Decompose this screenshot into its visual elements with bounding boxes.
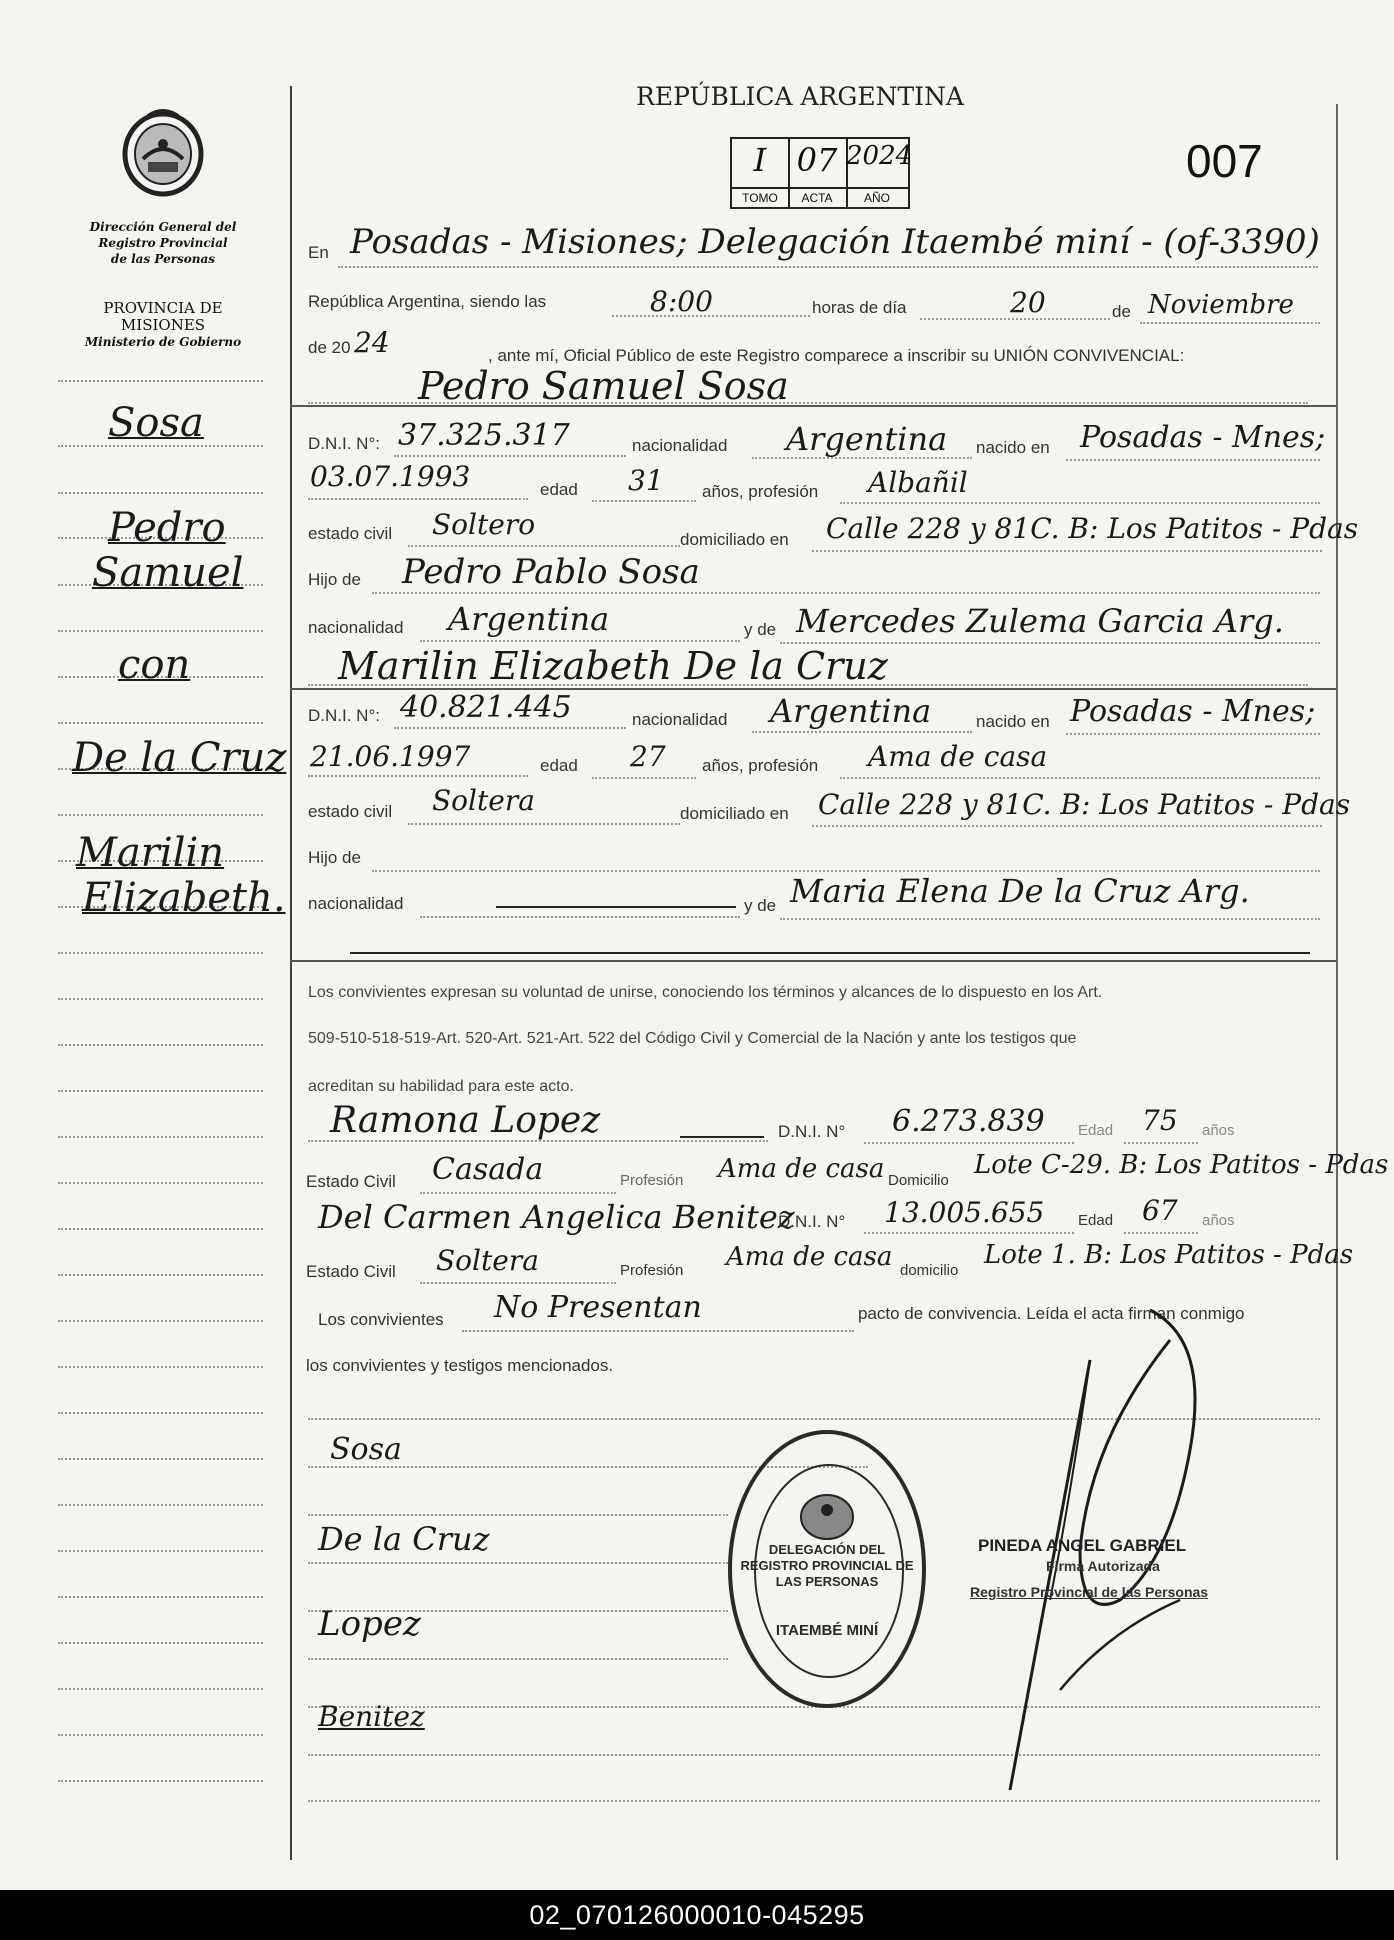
witness1-civil-label: Estado Civil	[306, 1172, 396, 1191]
party2-civil-status: Soltera	[432, 784, 535, 817]
agency-name	[58, 219, 268, 267]
party1-mother: Mercedes Zulema Garcia Arg.	[796, 602, 1284, 640]
official-office: Registro Provincial de las Personas	[970, 1584, 1209, 1600]
witness2-dni-label: D.N.I. N°	[778, 1212, 846, 1231]
party2-civil-label: estado civil	[308, 802, 393, 821]
footer-code: 02_070126000010-045295	[529, 1900, 865, 1930]
party2-address-label: domiciliado en	[680, 804, 789, 823]
witness2-years-label: años	[1202, 1212, 1235, 1229]
party2-profession-label: años, profesión	[702, 756, 819, 775]
de-label: de	[1112, 302, 1131, 321]
witness2-profession: Ama de casa	[726, 1242, 893, 1272]
witness2-name: Del Carmen Angelica Benitez	[318, 1198, 795, 1236]
province-line1: PROVINCIA DE	[103, 299, 223, 317]
witness2-dni: 13.005.655	[884, 1196, 1045, 1229]
intro-line2-prefix: República Argentina, siendo las	[308, 292, 547, 311]
closing-line2: los convivientes y testigos mencionados.	[306, 1356, 614, 1375]
intro-day: 20	[1010, 286, 1046, 319]
intro-hour: 8:00	[650, 285, 713, 318]
margin-surname-2: De la Cruz	[72, 735, 287, 781]
signature-3: Lopez	[318, 1604, 421, 1644]
country-title: REPÚBLICA ARGENTINA	[636, 82, 964, 111]
party1-full-name: Pedro Samuel Sosa	[418, 364, 789, 408]
witness2-profession-label: Profesión	[620, 1262, 684, 1279]
margin-given-2a: Marilin	[76, 830, 225, 876]
page-number: 007	[1186, 135, 1263, 187]
party2-profession: Ama de casa	[868, 740, 1048, 773]
ano-value: 2024	[846, 141, 913, 171]
party1-father-nat-label: nacionalidad	[308, 618, 404, 637]
witness2-address: Lote 1. B: Los Patitos - Pdas	[984, 1240, 1354, 1270]
party2-nationality-label: nacionalidad	[632, 710, 728, 729]
margin-connector: con	[118, 642, 191, 688]
tomo-label: TOMO	[732, 187, 788, 207]
party1-address: Calle 228 y 81C. B: Los Patitos - Pdas	[826, 512, 1359, 545]
party1-nationality-label: nacionalidad	[632, 436, 728, 455]
ano-cell	[846, 139, 913, 207]
intro-place: Posadas - Misiones; Delegación Itaembé miní - (of-3390)	[350, 222, 1320, 262]
acta-label: ACTA	[788, 187, 846, 207]
official-stamp	[728, 1430, 926, 1708]
margin-given-1b: Samuel	[92, 550, 244, 596]
signature-4: Benitez	[318, 1700, 425, 1733]
province-line2: MISIONES	[120, 316, 206, 334]
stamp-ring-text: DELEGACIÓN DEL REGISTRO PROVINCIAL DE LAS PERSONAS	[740, 1542, 914, 1589]
witness1-age: 75	[1142, 1104, 1178, 1137]
party1-dni: 37.325.317	[398, 418, 570, 453]
witness2-civil-status: Soltera	[436, 1244, 539, 1277]
acta-value: 07	[796, 141, 838, 179]
closing-pact: No Presentan	[494, 1290, 702, 1325]
party2-father-nat-label: nacionalidad	[308, 894, 404, 913]
footer-bar	[0, 1890, 1394, 1940]
margin-surname-1: Sosa	[108, 400, 204, 446]
party1-mother-label: y de	[744, 620, 777, 639]
party1-age: 31	[628, 464, 664, 497]
margin-given-2b: Elizabeth.	[82, 875, 286, 921]
party2-dni-label: D.N.I. N°:	[308, 706, 380, 725]
party2-mother: Maria Elena De la Cruz Arg.	[790, 872, 1250, 910]
party2-born-label: nacido en	[976, 712, 1050, 731]
party2-mother-label: y de	[744, 896, 777, 915]
intro-line3: , ante mí, Oficial Público de este Registro comparece a inscribir su UNIÓN CONVIVENCIAL:	[488, 346, 1185, 365]
witness1-years-label: años	[1202, 1122, 1235, 1139]
en-label: En	[308, 243, 329, 262]
party1-born-label: nacido en	[976, 438, 1050, 457]
official-title: Firma Autorizada	[1046, 1558, 1160, 1574]
party2-address: Calle 228 y 81C. B: Los Patitos - Pdas	[818, 788, 1351, 821]
agency-name-line2: Registro Provincial	[98, 236, 228, 250]
witness1-address: Lote C-29. B: Los Patitos - Pdas	[974, 1150, 1389, 1180]
witness1-profession-label: Profesión	[620, 1172, 684, 1189]
stamp-center-text: ITAEMBÉ MINÍ	[775, 1622, 879, 1639]
witness2-age: 67	[1142, 1194, 1178, 1227]
declaration-line1: Los convivientes expresan su voluntad de unirse, conociendo los términos y alcances de lo dispuesto en los Art.	[308, 984, 1103, 1001]
party1-profession-label: años, profesión	[702, 482, 819, 501]
witness2-civil-label: Estado Civil	[306, 1262, 396, 1281]
year-suffix: 24	[354, 326, 390, 359]
witness1-dni: 6.273.839	[892, 1104, 1045, 1139]
year-prefix: de 20	[308, 338, 351, 357]
record-reference-box	[730, 137, 913, 209]
witness2-address-label: domicilio	[900, 1262, 959, 1279]
party1-father-nationality: Argentina	[448, 600, 610, 638]
tomo-cell	[732, 139, 790, 207]
ministry-name: Ministerio de Gobierno	[84, 335, 242, 349]
ano-label: AÑO	[846, 187, 908, 207]
declaration-line2: 509-510-518-519-Art. 520-Art. 521-Art. 522 del Código Civil y Comercial de la Nación y ante los testigos que	[308, 1030, 1077, 1047]
party1-dni-label: D.N.I. N°:	[308, 434, 380, 453]
margin-given-1a: Pedro	[108, 505, 226, 551]
party1-nationality: Argentina	[786, 420, 948, 458]
party1-profession: Albañil	[868, 466, 968, 499]
tomo-value: I	[753, 141, 767, 179]
party2-father-label: Hijo de	[308, 848, 361, 867]
witness1-address-label: Domicilio	[888, 1172, 949, 1189]
party1-father: Pedro Pablo Sosa	[402, 552, 700, 592]
closing-prefix: Los convivientes	[318, 1310, 444, 1329]
party2-age: 27	[630, 740, 666, 773]
hours-label: horas de día	[812, 298, 907, 317]
party1-civil-label: estado civil	[308, 524, 393, 543]
province-block	[58, 300, 268, 351]
witness2-age-label: Edad	[1078, 1212, 1114, 1229]
agency-name-line3: de las Personas	[110, 252, 216, 266]
official-name: PINEDA ANGEL GABRIEL	[978, 1536, 1187, 1555]
party2-full-name: Marilin Elizabeth De la Cruz	[338, 644, 888, 688]
witness1-dni-label: D.N.I. N°	[778, 1122, 846, 1141]
provincial-logo	[118, 104, 208, 200]
witness1-age-label: Edad	[1078, 1122, 1114, 1139]
party1-father-label: Hijo de	[308, 570, 361, 589]
party2-age-label: edad	[540, 756, 578, 775]
party1-civil-status: Soltero	[432, 508, 536, 541]
witness1-profession: Ama de casa	[718, 1154, 885, 1184]
party2-nationality: Argentina	[770, 692, 932, 730]
acta-cell	[788, 139, 848, 207]
party1-age-label: edad	[540, 480, 578, 499]
signature-1: Sosa	[330, 1432, 402, 1467]
party2-birth-date: 21.06.1997	[310, 740, 471, 773]
witness1-name: Ramona Lopez	[330, 1100, 601, 1141]
party1-birth-date: 03.07.1993	[310, 460, 471, 493]
party1-born-in: Posadas - Mnes;	[1080, 420, 1326, 455]
closing-suffix: pacto de convivencia. Leída el acta firman conmigo	[858, 1304, 1245, 1323]
party2-dni: 40.821.445	[400, 690, 572, 725]
stamp-emblem-icon	[794, 1492, 860, 1547]
witness1-civil-status: Casada	[432, 1152, 544, 1187]
agency-name-line1: Dirección General del	[89, 220, 237, 234]
declaration-line3: acreditan su habilidad para este acto.	[308, 1078, 574, 1095]
party2-born-in: Posadas - Mnes;	[1070, 694, 1316, 729]
intro-month: Noviembre	[1148, 290, 1294, 320]
party1-address-label: domiciliado en	[680, 530, 789, 549]
signature-2: De la Cruz	[318, 1520, 490, 1558]
